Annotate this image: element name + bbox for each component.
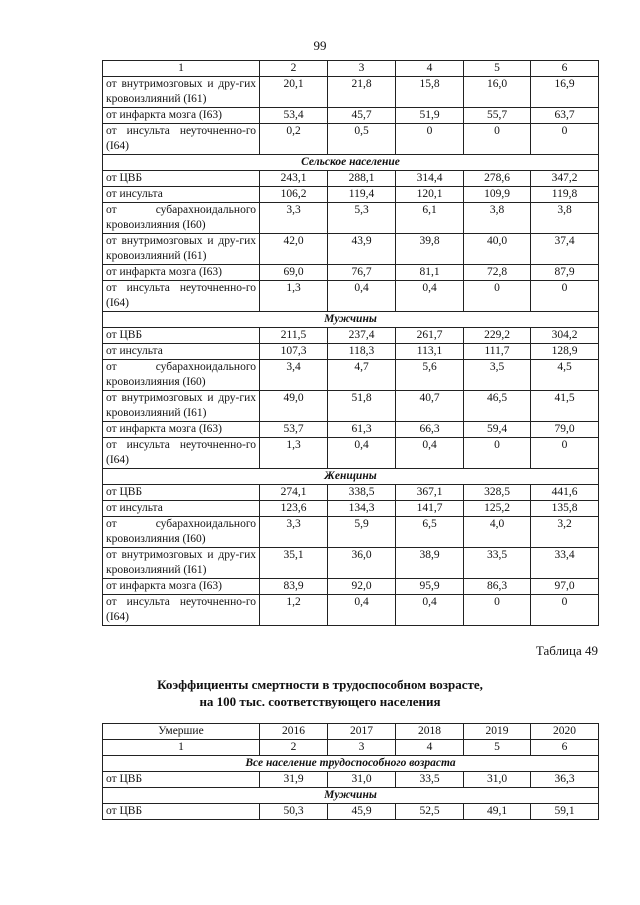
value-cell: 0,4 [328,595,396,626]
value-cell: 119,4 [328,187,396,203]
value-cell: 38,9 [396,548,464,579]
header-cell: 1 [103,61,260,77]
value-cell: 0 [464,438,531,469]
table-row [103,265,599,281]
working-age-mortality-table [102,723,599,820]
value-cell: 3,4 [260,360,328,391]
value-cell: 0,4 [328,281,396,312]
page-number: 99 [313,38,327,53]
row-label: от ЦВБ [103,485,260,501]
header-cell: 2020 [531,724,599,740]
table-row [103,517,599,548]
table-row [103,203,599,234]
value-cell: 72,8 [464,265,531,281]
header-cell: 3 [328,740,396,756]
section-heading: Мужчины [103,312,599,328]
value-cell: 36,3 [531,772,599,788]
value-cell: 1,3 [260,438,328,469]
value-cell: 51,8 [328,391,396,422]
row-label: от инсульта [103,187,260,203]
header-cell: 5 [464,740,531,756]
table-row [103,124,599,155]
table-header-numbers-row [103,740,599,756]
table-row [103,344,599,360]
value-cell: 3,8 [531,203,599,234]
value-cell: 37,4 [531,234,599,265]
header-cell: 1 [103,740,260,756]
value-cell: 66,3 [396,422,464,438]
value-cell: 59,1 [531,804,599,820]
value-cell: 41,5 [531,391,599,422]
value-cell: 4,0 [464,517,531,548]
row-label: от инсульта неуточненно-го (I64) [103,124,260,155]
value-cell: 3,2 [531,517,599,548]
value-cell: 35,1 [260,548,328,579]
row-label: от инфаркта мозга (I63) [103,422,260,438]
table-title-line: Коэффициенты смертности в трудоспособном возрасте, [157,677,483,692]
row-label: от субарахноидального кровоизлияния (I60) [103,360,260,391]
section-heading: Все население трудоспособного возраста [103,756,599,772]
header-cell: 6 [531,61,599,77]
value-cell: 45,7 [328,108,396,124]
value-cell: 274,1 [260,485,328,501]
mortality-table-continued [102,60,599,626]
value-cell: 79,0 [531,422,599,438]
value-cell: 50,3 [260,804,328,820]
table-row [103,391,599,422]
row-label: от субарахноидального кровоизлияния (I60) [103,203,260,234]
value-cell: 134,3 [328,501,396,517]
table-row [103,804,599,820]
header-cell: 2 [260,740,328,756]
row-label: от внутримозговых и дру-гих кровоизлияний (I61) [103,234,260,265]
value-cell: 441,6 [531,485,599,501]
value-cell: 0 [531,124,599,155]
header-cell: 6 [531,740,599,756]
value-cell: 52,5 [396,804,464,820]
value-cell: 0 [464,124,531,155]
value-cell: 123,6 [260,501,328,517]
row-label: от инсульта неуточненно-го (I64) [103,281,260,312]
value-cell: 347,2 [531,171,599,187]
value-cell: 6,1 [396,203,464,234]
value-cell: 95,9 [396,579,464,595]
table-row [103,234,599,265]
value-cell: 46,5 [464,391,531,422]
table-row [103,171,599,187]
value-cell: 3,3 [260,203,328,234]
value-cell: 0,2 [260,124,328,155]
table-title [0,676,640,710]
value-cell: 20,1 [260,77,328,108]
row-label: от ЦВБ [103,804,260,820]
value-cell: 0 [464,595,531,626]
value-cell: 4,7 [328,360,396,391]
value-cell: 31,0 [464,772,531,788]
row-label: от инфаркта мозга (I63) [103,579,260,595]
value-cell: 0 [396,124,464,155]
value-cell: 1,2 [260,595,328,626]
row-label: от инсульта [103,501,260,517]
table-row [103,281,599,312]
row-label: от внутримозговых и дру-гих кровоизлияний (I61) [103,391,260,422]
header-cell: 2018 [396,724,464,740]
value-cell: 33,4 [531,548,599,579]
row-label: от инфаркта мозга (I63) [103,265,260,281]
value-cell: 83,9 [260,579,328,595]
value-cell: 3,5 [464,360,531,391]
value-cell: 63,7 [531,108,599,124]
value-cell: 97,0 [531,579,599,595]
value-cell: 15,8 [396,77,464,108]
value-cell: 33,5 [464,548,531,579]
table-header-row [103,61,599,77]
value-cell: 141,7 [396,501,464,517]
table-row [103,548,599,579]
table-row [103,360,599,391]
value-cell: 33,5 [396,772,464,788]
value-cell: 113,1 [396,344,464,360]
section-row [103,312,599,328]
value-cell: 76,7 [328,265,396,281]
header-cell: 3 [328,61,396,77]
value-cell: 16,0 [464,77,531,108]
value-cell: 211,5 [260,328,328,344]
value-cell: 119,8 [531,187,599,203]
row-label: от инсульта неуточненно-го (I64) [103,438,260,469]
table-row [103,438,599,469]
value-cell: 31,0 [328,772,396,788]
value-cell: 338,5 [328,485,396,501]
value-cell: 1,3 [260,281,328,312]
value-cell: 49,0 [260,391,328,422]
value-cell: 5,3 [328,203,396,234]
header-cell: 4 [396,61,464,77]
section-heading: Мужчины [103,788,599,804]
value-cell: 4,5 [531,360,599,391]
value-cell: 87,9 [531,265,599,281]
table-row [103,595,599,626]
value-cell: 243,1 [260,171,328,187]
header-cell: 4 [396,740,464,756]
row-label: от ЦВБ [103,171,260,187]
value-cell: 109,9 [464,187,531,203]
value-cell: 120,1 [396,187,464,203]
section-row [103,788,599,804]
value-cell: 111,7 [464,344,531,360]
value-cell: 107,3 [260,344,328,360]
table-title-line: на 100 тыс. соответствующего населения [199,694,441,709]
value-cell: 53,7 [260,422,328,438]
value-cell: 49,1 [464,804,531,820]
header-cell: 2016 [260,724,328,740]
table-row [103,187,599,203]
section-heading: Сельское население [103,155,599,171]
value-cell: 0,4 [328,438,396,469]
section-row [103,155,599,171]
header-cell: 5 [464,61,531,77]
value-cell: 6,5 [396,517,464,548]
table-header-row [103,724,599,740]
value-cell: 5,6 [396,360,464,391]
row-label: от инсульта [103,344,260,360]
value-cell: 278,6 [464,171,531,187]
value-cell: 0,4 [396,438,464,469]
table-row [103,108,599,124]
table-row [103,485,599,501]
value-cell: 36,0 [328,548,396,579]
table-row [103,501,599,517]
table-row [103,772,599,788]
table-row [103,579,599,595]
value-cell: 229,2 [464,328,531,344]
row-label: от субарахноидального кровоизлияния (I60) [103,517,260,548]
value-cell: 328,5 [464,485,531,501]
row-label: от инфаркта мозга (I63) [103,108,260,124]
value-cell: 0 [531,595,599,626]
section-heading: Женщины [103,469,599,485]
row-label: от ЦВБ [103,772,260,788]
table-row [103,422,599,438]
table-row [103,328,599,344]
value-cell: 106,2 [260,187,328,203]
value-cell: 367,1 [396,485,464,501]
value-cell: 86,3 [464,579,531,595]
value-cell: 0 [531,438,599,469]
value-cell: 55,7 [464,108,531,124]
value-cell: 3,8 [464,203,531,234]
value-cell: 45,9 [328,804,396,820]
value-cell: 0,4 [396,281,464,312]
value-cell: 59,4 [464,422,531,438]
value-cell: 0,5 [328,124,396,155]
table-row [103,77,599,108]
value-cell: 314,4 [396,171,464,187]
value-cell: 304,2 [531,328,599,344]
row-label: от внутримозговых и дру-гих кровоизлияний (I61) [103,548,260,579]
table-number: Таблица 49 [535,643,598,658]
section-row [103,756,599,772]
value-cell: 53,4 [260,108,328,124]
value-cell: 39,8 [396,234,464,265]
header-cell: 2017 [328,724,396,740]
value-cell: 31,9 [260,772,328,788]
row-label: от ЦВБ [103,328,260,344]
row-label: от инсульта неуточненно-го (I64) [103,595,260,626]
value-cell: 40,0 [464,234,531,265]
value-cell: 261,7 [396,328,464,344]
value-cell: 69,0 [260,265,328,281]
row-label: от внутримозговых и дру-гих кровоизлияний (I61) [103,77,260,108]
value-cell: 237,4 [328,328,396,344]
value-cell: 0 [531,281,599,312]
value-cell: 0,4 [396,595,464,626]
value-cell: 135,8 [531,501,599,517]
value-cell: 21,8 [328,77,396,108]
value-cell: 42,0 [260,234,328,265]
value-cell: 61,3 [328,422,396,438]
header-cell: 2019 [464,724,531,740]
header-cell: 2 [260,61,328,77]
value-cell: 125,2 [464,501,531,517]
value-cell: 128,9 [531,344,599,360]
value-cell: 51,9 [396,108,464,124]
value-cell: 118,3 [328,344,396,360]
value-cell: 43,9 [328,234,396,265]
header-cell: Умершие [103,724,260,740]
value-cell: 0 [464,281,531,312]
value-cell: 3,3 [260,517,328,548]
value-cell: 5,9 [328,517,396,548]
value-cell: 92,0 [328,579,396,595]
value-cell: 288,1 [328,171,396,187]
value-cell: 40,7 [396,391,464,422]
value-cell: 16,9 [531,77,599,108]
section-row [103,469,599,485]
value-cell: 81,1 [396,265,464,281]
